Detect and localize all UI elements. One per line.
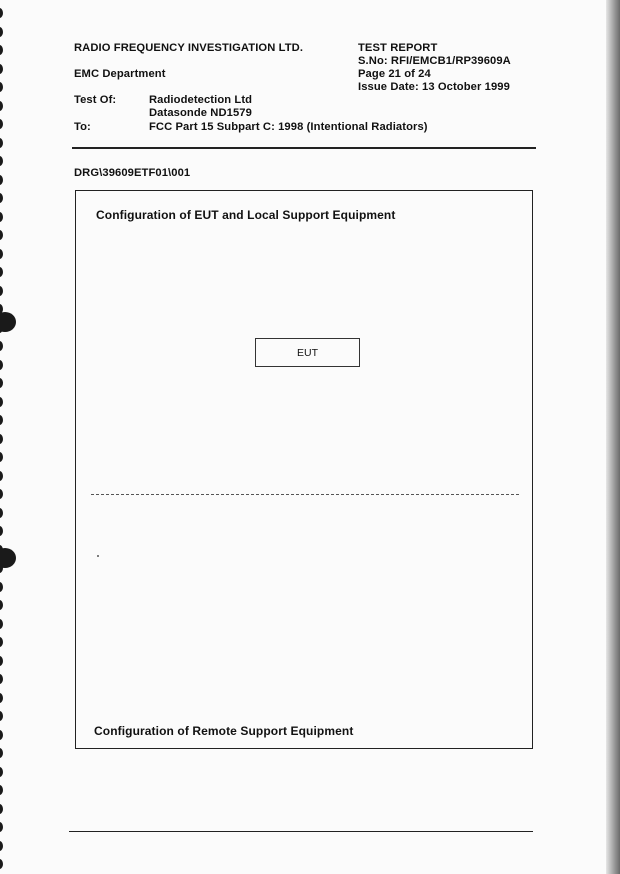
binding-hole [0, 822, 3, 832]
company-name: RADIO FREQUENCY INVESTIGATION LTD. [74, 42, 304, 54]
binding-hole [0, 489, 3, 499]
binding-hole [0, 193, 3, 203]
binding-hole [0, 230, 3, 240]
binding-hole [0, 748, 3, 758]
page-number: Page 21 of 24 [358, 68, 431, 80]
binding-hole [0, 841, 3, 851]
binding-hole [0, 397, 3, 407]
eut-label: EUT [297, 346, 318, 359]
binding-hole [0, 785, 3, 795]
test-of-value-product: Datasonde ND1579 [149, 107, 252, 119]
binding-hole [0, 600, 3, 610]
binding-hole [0, 637, 3, 647]
binding-hole [0, 452, 3, 462]
test-of-label: Test Of: [74, 94, 117, 106]
binding-hole [0, 730, 3, 740]
binding-hole [0, 27, 3, 37]
local-configuration-title: Configuration of EUT and Local Support Equipment [96, 208, 396, 222]
binding-hole [0, 582, 3, 592]
binding-hole [0, 656, 3, 666]
to-label: To: [74, 121, 91, 133]
to-value: FCC Part 15 Subpart C: 1998 (Intentional Radiators) [149, 121, 428, 133]
binding-hole [0, 360, 3, 370]
eut-box [255, 338, 360, 367]
binding-hole [0, 693, 3, 703]
binding-holes [0, 0, 10, 874]
speck [97, 555, 99, 557]
binding-hole [0, 212, 3, 222]
binding-hole [0, 8, 3, 18]
binding-hole [0, 156, 3, 166]
binding-hole [0, 859, 3, 869]
binding-hole-large [0, 548, 16, 568]
issue-date: Issue Date: 13 October 1999 [358, 81, 510, 93]
binding-hole [0, 82, 3, 92]
binding-hole [0, 526, 3, 536]
remote-configuration-title: Configuration of Remote Support Equipment [94, 724, 354, 738]
binding-hole [0, 267, 3, 277]
header-rule [72, 147, 536, 149]
page-edge-shadow [606, 0, 620, 874]
binding-hole [0, 101, 3, 111]
binding-hole [0, 619, 3, 629]
binding-hole [0, 767, 3, 777]
binding-hole [0, 175, 3, 185]
drawing-reference: DRG\39609ETF01\001 [74, 167, 191, 179]
binding-hole [0, 434, 3, 444]
binding-hole [0, 378, 3, 388]
configuration-diagram-frame [75, 190, 533, 749]
binding-hole [0, 119, 3, 129]
report-title: TEST REPORT [358, 42, 438, 54]
binding-hole [0, 508, 3, 518]
binding-hole [0, 341, 3, 351]
binding-hole [0, 711, 3, 721]
binding-hole [0, 64, 3, 74]
binding-hole [0, 45, 3, 55]
binding-hole [0, 804, 3, 814]
binding-hole [0, 415, 3, 425]
local-remote-divider [91, 494, 519, 495]
binding-hole [0, 249, 3, 259]
footer-rule [69, 831, 533, 832]
binding-hole-large [0, 312, 16, 332]
serial-number: S.No: RFI/EMCB1/RP39609A [358, 55, 511, 67]
binding-hole [0, 286, 3, 296]
binding-hole [0, 471, 3, 481]
test-of-value-company: Radiodetection Ltd [149, 94, 253, 106]
department: EMC Department [74, 68, 166, 80]
binding-hole [0, 138, 3, 148]
binding-hole [0, 674, 3, 684]
